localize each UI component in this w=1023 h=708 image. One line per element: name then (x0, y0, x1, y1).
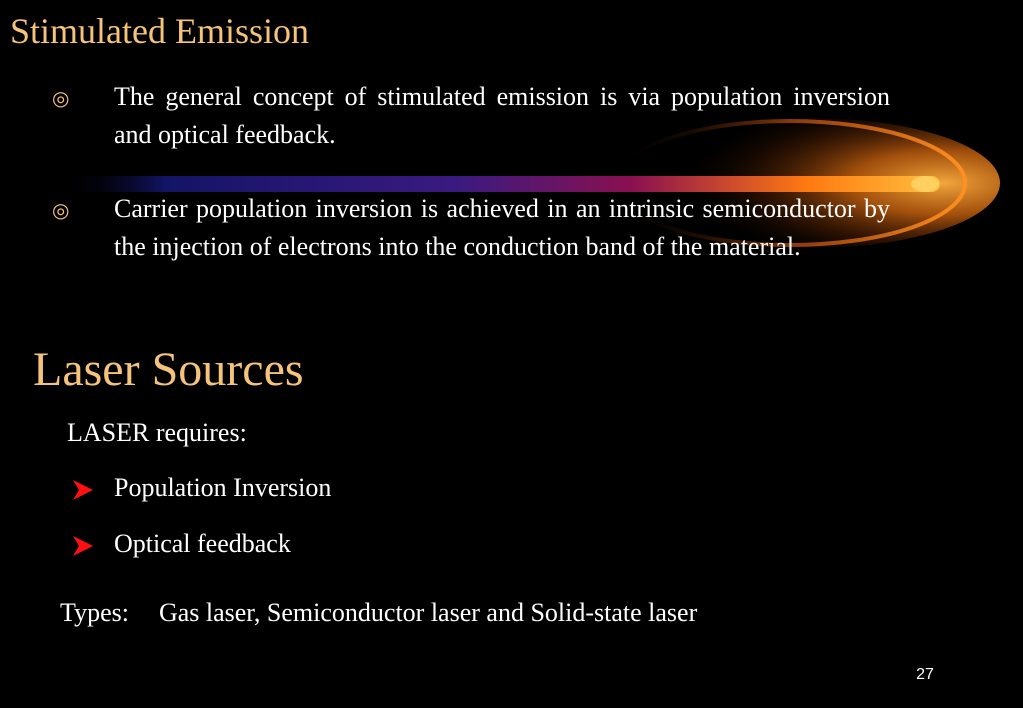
types-label: Types: (60, 598, 129, 627)
slide-title: Stimulated Emission (10, 11, 310, 51)
bullet-icon: ◎ (52, 200, 70, 222)
requirements-label: LASER requires: (67, 418, 247, 447)
paragraph-1: The general concept of stimulated emission is via population inversion and optical feedback. (114, 82, 890, 149)
arrow-bullet-icon (70, 477, 96, 503)
section-title: Laser Sources (33, 343, 304, 396)
page-number: 27 (916, 666, 934, 683)
arrow-bullet-icon (70, 533, 96, 559)
paragraph-2: Carrier population inversion is achieved in an intrinsic semiconductor by the injection of electrons into the conduction band of the material. (114, 194, 890, 261)
types-value: Gas laser, Semiconductor laser and Solid-state laser (158, 598, 698, 627)
requirement-item: Population Inversion (114, 473, 332, 502)
beam-tip (911, 176, 939, 192)
bullet-icon: ◎ (52, 88, 70, 110)
requirement-item: Optical feedback (114, 529, 291, 558)
types-line (60, 598, 697, 628)
